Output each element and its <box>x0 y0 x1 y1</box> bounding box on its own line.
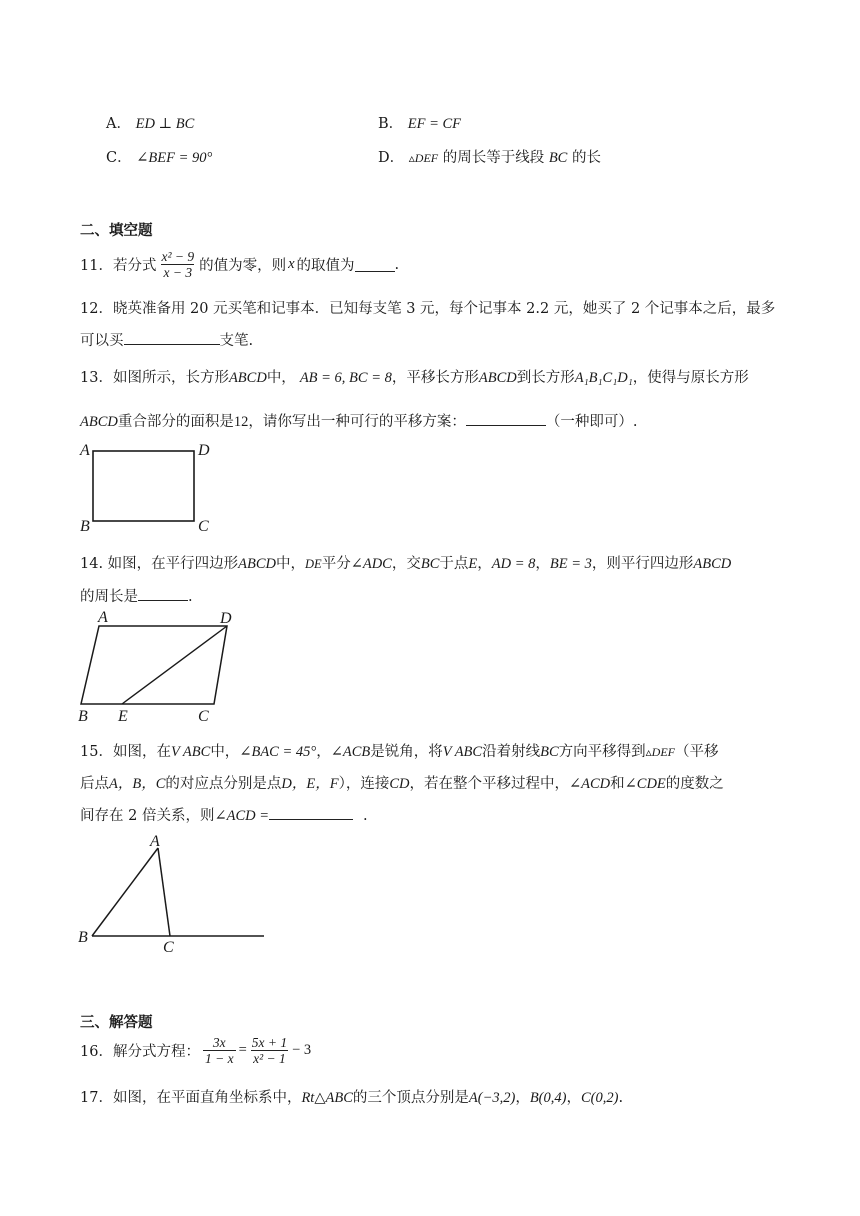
option-c-label: C． <box>106 150 132 166</box>
q16-left-denominator: 1 − x <box>204 1050 234 1066</box>
q15-cd: CD <box>389 776 410 792</box>
question-14-line2 <box>80 585 193 606</box>
q14-answer-blank[interactable] <box>138 586 188 601</box>
q17-sep-1: ， <box>515 1090 530 1106</box>
q11-denominator: x − 3 <box>163 265 193 280</box>
q14-mid1: 中， <box>276 556 306 572</box>
question-14-line1 <box>80 552 731 573</box>
q13-cond: AB = 6, BC = 8 <box>299 370 392 386</box>
q15-line2-pts2: D，E，F <box>281 776 339 792</box>
q14-parallelogram-figure <box>76 608 246 726</box>
q13-mid1: 中， <box>266 370 296 386</box>
q15-line2-d: ，若在整个平移过程中， <box>409 776 569 792</box>
q11-answer-blank[interactable] <box>355 257 395 272</box>
q13-line2-b: ，请你写出一种可行的平移方案： <box>248 414 466 430</box>
q14-mid4: 于点 <box>439 556 469 572</box>
label-a: A <box>150 833 160 850</box>
q11-lead: 11．若分式 <box>80 258 157 274</box>
q12-line2-b: 支笔. <box>219 333 254 349</box>
segment-ab <box>92 848 158 936</box>
q13-answer-blank[interactable] <box>466 411 546 426</box>
rectangle-abcd <box>93 451 194 521</box>
q15-line2-e: 和 <box>610 776 625 792</box>
parallelogram-abcd <box>81 626 227 704</box>
q11-numerator: x² − 9 <box>161 249 195 264</box>
label-e: E <box>118 708 128 725</box>
q15-acb: ∠ACB <box>330 744 371 760</box>
q15-line2-a: 后点 <box>80 776 109 792</box>
q17-end: . <box>618 1090 624 1106</box>
q14-lead: 14. 如图，在平行四边形 <box>80 556 239 572</box>
option-a-label: A． <box>106 116 131 132</box>
q15-triangle-figure <box>76 832 276 956</box>
question-13-line2 <box>80 410 637 431</box>
question-11 <box>80 249 399 280</box>
q11-fraction <box>159 249 196 280</box>
q11-tail: 的取值为 <box>296 258 355 274</box>
q13-line2-abcd: ABCD <box>80 414 118 430</box>
q14-end: . <box>188 589 193 605</box>
q17-point-b: B(0,4) <box>529 1090 567 1106</box>
q15-vabc-2: V ABC <box>442 744 483 760</box>
question-15-line2 <box>80 772 724 793</box>
q13-mid2: ，平移长方形 <box>391 370 479 386</box>
q15-cde: ∠CDE <box>624 776 666 792</box>
q16-left-fraction <box>203 1035 236 1066</box>
option-d <box>378 146 601 167</box>
q15-end: . <box>363 808 368 824</box>
q15-mid5: 方向平移得到 <box>558 744 646 760</box>
label-c: C <box>198 708 209 725</box>
q14-abcd-2: ABCD <box>693 556 732 572</box>
q16-left-numerator: 3x <box>212 1034 226 1050</box>
q15-line2-c: ），连接 <box>338 776 390 792</box>
question-16 <box>80 1032 311 1068</box>
q11-end: . <box>394 256 400 273</box>
question-15-line1 <box>80 740 718 761</box>
question-12-line2 <box>80 329 253 350</box>
option-d-label: D． <box>378 150 405 166</box>
q14-angle: ∠ADC <box>350 556 392 572</box>
segment-de <box>122 626 227 704</box>
q16-right-denominator: x² − 1 <box>253 1050 286 1066</box>
question-13-line1 <box>80 366 749 387</box>
q15-mid3: 是锐角，将 <box>370 744 443 760</box>
q15-lead: 15．如图，在 <box>80 744 171 760</box>
q13-rectangle-figure <box>78 438 218 534</box>
label-b: B <box>78 708 88 725</box>
section-title-solve: 三、解答题 <box>80 1014 153 1031</box>
q15-def: ▵DEF <box>645 745 675 759</box>
q13-lead: 13．如图所示，长方形 <box>80 370 229 386</box>
q17-lead: 17．如图，在平面直角坐标系中， <box>80 1090 302 1106</box>
question-15-line3 <box>80 804 368 825</box>
q13-mid3: 到长方形 <box>516 370 575 386</box>
q13-abcd-2: ABCD <box>478 370 517 386</box>
label-b: B <box>80 518 90 534</box>
q16-right-numerator: 5x + 1 <box>251 1034 288 1050</box>
q15-acd-2: ∠ACD = <box>214 808 270 824</box>
q15-bc: BC <box>540 744 559 760</box>
q13-abcd: ABCD <box>228 370 267 386</box>
q12-line2-a: 可以买 <box>80 333 124 349</box>
q14-de: DE <box>305 557 322 571</box>
q16-right-fraction <box>250 1035 289 1066</box>
q14-mid3: ，交 <box>391 556 421 572</box>
q14-bc: BC <box>420 556 440 572</box>
option-a-text: ED ⊥ BC <box>135 116 195 132</box>
label-c: C <box>198 518 209 534</box>
q15-mid4: 沿着射线 <box>482 744 541 760</box>
option-c-text: ∠BEF = 90° <box>136 150 213 166</box>
option-a <box>106 112 194 133</box>
q13-mid4: ，使得与原长方形 <box>632 370 749 386</box>
q14-e: E <box>468 556 478 572</box>
label-a: A <box>98 609 108 626</box>
q16-tail: − 3 <box>292 1041 312 1058</box>
q14-be: BE = 3 <box>549 556 592 572</box>
label-a: A <box>80 442 90 459</box>
q14-mid7: ，则平行四边形 <box>591 556 694 572</box>
label-d: D <box>220 610 232 627</box>
q17-mid: 的三个顶点分别是 <box>352 1090 469 1106</box>
q13-line2-c: （一种即可）. <box>545 414 638 430</box>
label-d: D <box>198 442 210 459</box>
q11-var: x <box>288 256 295 272</box>
q13-area: 12 <box>233 414 249 430</box>
q15-answer-blank[interactable] <box>269 805 353 820</box>
q17-point-a: A(−3,2) <box>468 1090 516 1106</box>
q14-ad: AD = 8 <box>491 556 536 572</box>
option-d-text-2: 的长 <box>567 150 601 166</box>
q17-point-c: C(0,2) <box>580 1090 619 1106</box>
option-b-label: B． <box>378 116 404 132</box>
q12-answer-blank[interactable] <box>124 330 220 345</box>
q15-line3-a: 间存在 2 倍关系，则 <box>80 808 215 824</box>
segment-ac <box>158 848 170 936</box>
q15-line2-pts: A，B，C <box>109 776 166 792</box>
option-d-text-1: 的周长等于线段 <box>438 150 549 166</box>
option-b <box>378 112 461 133</box>
q11-mid: 的值为零，则 <box>199 258 287 274</box>
q14-mid6: ， <box>535 556 550 572</box>
q13-a1b1c1d1: A₁B₁C₁D₁ <box>574 370 633 386</box>
q15-vabc: V ABC <box>170 744 211 760</box>
q15-acd: ∠ACD <box>568 776 611 792</box>
q13-line2-a: 重合部分的面积是 <box>117 414 234 430</box>
q16-equals: = <box>238 1041 247 1058</box>
label-c: C <box>163 939 174 956</box>
q15-mid6: （平移 <box>674 744 719 760</box>
q12-line1: 12．晓英准备用 20 元买笔和记事本．已知每支笔 3 元，每个记事本 2.2 元，她买了 2 个记事本之后，最多 <box>80 301 776 317</box>
q14-line2: 的周长是 <box>80 589 138 605</box>
q14-mid5: ， <box>477 556 492 572</box>
question-17 <box>80 1086 623 1107</box>
option-c <box>106 146 212 167</box>
q15-line2-b: 的对应点分别是点 <box>165 776 282 792</box>
label-b: B <box>78 929 88 946</box>
q17-triangle: Rt△ABC <box>301 1090 353 1106</box>
q15-mid2: ， <box>316 744 331 760</box>
option-d-triangle: ▵DEF <box>408 151 439 165</box>
q16-lead: 16．解分式方程： <box>80 1043 200 1060</box>
q17-sep-2: ， <box>566 1090 581 1106</box>
section-title-fill-in: 二、填空题 <box>80 222 153 239</box>
q14-mid2: 平分 <box>321 556 351 572</box>
q15-line2-f: 的度数之 <box>665 776 724 792</box>
q14-abcd: ABCD <box>238 556 277 572</box>
q15-bac: ∠BAC = 45° <box>239 744 317 760</box>
option-d-bc: BC <box>548 150 568 166</box>
q15-mid1: 中， <box>210 744 240 760</box>
option-b-text: EF = CF <box>407 116 462 132</box>
